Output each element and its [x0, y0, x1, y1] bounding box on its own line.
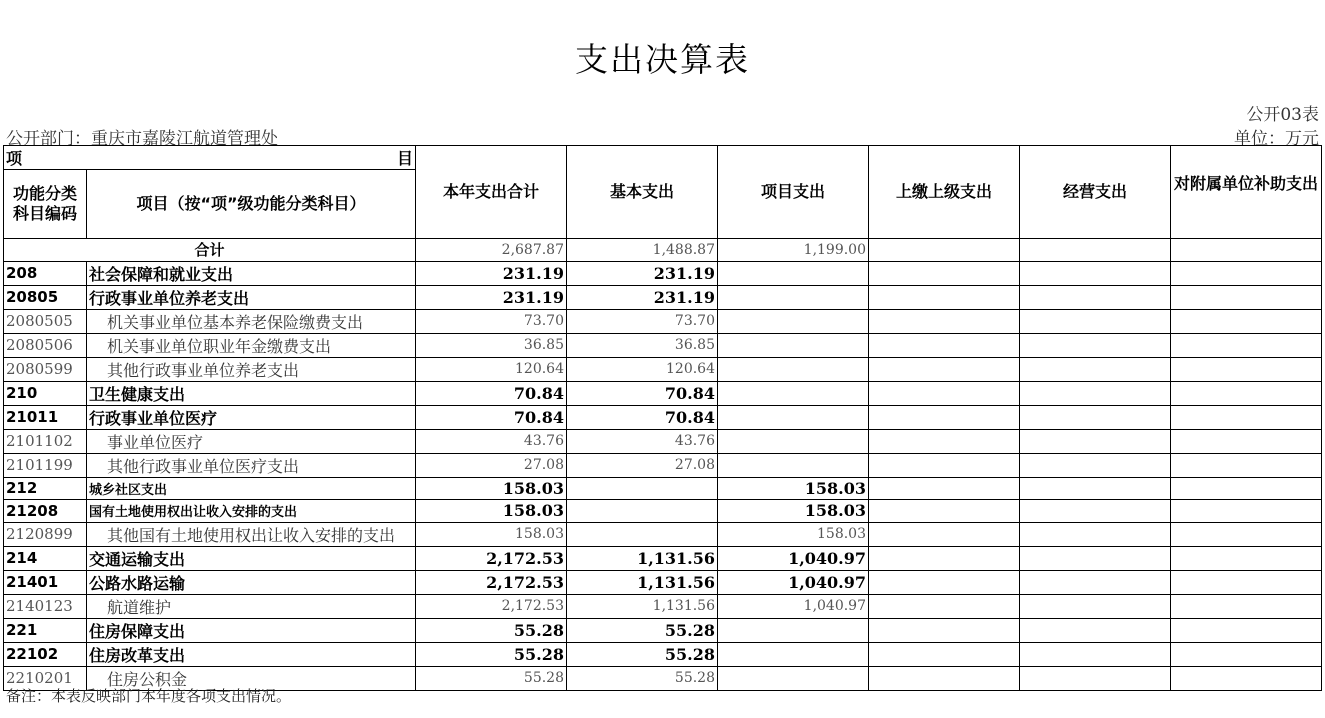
row-upper — [869, 666, 1020, 690]
row-total: 70.84 — [416, 381, 567, 405]
row-basic: 231.19 — [567, 261, 718, 285]
row-total: 36.85 — [416, 333, 567, 357]
row-business — [1020, 594, 1171, 618]
row-basic: 73.70 — [567, 309, 718, 333]
row-total: 231.19 — [416, 285, 567, 309]
row-code: 2101199 — [4, 453, 87, 477]
page-title: 支出决算表 — [575, 40, 750, 79]
row-basic: 55.28 — [567, 642, 718, 666]
table-row — [4, 357, 1322, 381]
row-name: 公路水路运输 — [87, 570, 416, 594]
row-business — [1020, 618, 1171, 642]
table-row — [4, 570, 1322, 594]
row-subsidy — [1171, 309, 1322, 333]
row-code: 2080506 — [4, 333, 87, 357]
table-row — [4, 261, 1322, 285]
row-subsidy — [1171, 405, 1322, 429]
row-upper — [869, 333, 1020, 357]
table-row — [4, 546, 1322, 570]
footnote: 备注：本表反映部门本年度各项支出情况。 — [6, 687, 292, 705]
row-total: 70.84 — [416, 405, 567, 429]
row-project: 158.03 — [718, 500, 869, 523]
row-name: 行政事业单位医疗 — [87, 405, 416, 429]
row-project — [718, 261, 869, 285]
row-business — [1020, 381, 1171, 405]
row-business — [1020, 405, 1171, 429]
row-basic — [567, 522, 718, 546]
row-project: 158.03 — [718, 522, 869, 546]
row-subsidy — [1171, 357, 1322, 381]
row-total: 158.03 — [416, 522, 567, 546]
row-project: 1,040.97 — [718, 570, 869, 594]
total-basic: 1,488.87 — [567, 239, 718, 262]
row-subsidy — [1171, 618, 1322, 642]
row-subsidy — [1171, 333, 1322, 357]
row-code: 2080599 — [4, 357, 87, 381]
row-upper — [869, 357, 1020, 381]
row-name: 社会保障和就业支出 — [87, 261, 416, 285]
row-business — [1020, 477, 1171, 500]
row-project — [718, 453, 869, 477]
table-row — [4, 642, 1322, 666]
header-name: 项目（按“项”级功能分类科目） — [87, 170, 416, 239]
row-name: 机关事业单位基本养老保险缴费支出 — [87, 309, 416, 333]
row-total: 2,172.53 — [416, 594, 567, 618]
row-name: 城乡社区支出 — [87, 477, 416, 500]
table-row — [4, 522, 1322, 546]
row-code: 21401 — [4, 570, 87, 594]
row-basic: 43.76 — [567, 429, 718, 453]
row-subsidy — [1171, 261, 1322, 285]
row-name: 住房公积金 — [87, 666, 416, 690]
row-business — [1020, 546, 1171, 570]
row-total: 55.28 — [416, 642, 567, 666]
row-business — [1020, 500, 1171, 523]
row-name: 机关事业单位职业年金缴费支出 — [87, 333, 416, 357]
row-upper — [869, 429, 1020, 453]
row-name: 航道维护 — [87, 594, 416, 618]
row-subsidy — [1171, 381, 1322, 405]
row-basic — [567, 477, 718, 500]
row-total: 2,172.53 — [416, 570, 567, 594]
table-row — [4, 429, 1322, 453]
total-project: 1,199.00 — [718, 239, 869, 262]
table-row — [4, 453, 1322, 477]
row-name: 其他行政事业单位医疗支出 — [87, 453, 416, 477]
row-total: 73.70 — [416, 309, 567, 333]
row-name: 住房改革支出 — [87, 642, 416, 666]
row-code: 21208 — [4, 500, 87, 523]
row-project — [718, 429, 869, 453]
row-upper — [869, 477, 1020, 500]
row-code: 210 — [4, 381, 87, 405]
row-code: 2101102 — [4, 429, 87, 453]
unit-label: 单位：万元 — [1234, 129, 1319, 149]
row-upper — [869, 261, 1020, 285]
row-business — [1020, 642, 1171, 666]
row-upper — [869, 309, 1020, 333]
header-row-top — [4, 146, 1322, 170]
row-upper — [869, 381, 1020, 405]
header-subsidy: 对附属单位补助支出 — [1171, 146, 1322, 239]
row-project — [718, 405, 869, 429]
table-row — [4, 500, 1322, 523]
row-name: 事业单位医疗 — [87, 429, 416, 453]
row-subsidy — [1171, 666, 1322, 690]
row-basic: 27.08 — [567, 453, 718, 477]
header-basic: 基本支出 — [567, 146, 718, 239]
row-upper — [869, 500, 1020, 523]
row-basic: 36.85 — [567, 333, 718, 357]
row-total: 120.64 — [416, 357, 567, 381]
row-upper — [869, 642, 1020, 666]
table-row — [4, 477, 1322, 500]
header-code: 功能分类科目编码 — [4, 170, 87, 239]
row-business — [1020, 261, 1171, 285]
row-code: 214 — [4, 546, 87, 570]
row-project — [718, 309, 869, 333]
row-code: 2120899 — [4, 522, 87, 546]
total-label: 合计 — [4, 239, 416, 262]
row-subsidy — [1171, 570, 1322, 594]
table-body — [4, 261, 1322, 690]
row-upper — [869, 570, 1020, 594]
row-total: 27.08 — [416, 453, 567, 477]
row-project — [718, 618, 869, 642]
total-row — [4, 239, 1322, 262]
table-row — [4, 405, 1322, 429]
row-name: 住房保障支出 — [87, 618, 416, 642]
row-total: 55.28 — [416, 666, 567, 690]
row-project — [718, 666, 869, 690]
row-subsidy — [1171, 477, 1322, 500]
row-business — [1020, 429, 1171, 453]
header-xiang: 项 — [6, 149, 23, 168]
table-row — [4, 333, 1322, 357]
header-xiang-mu — [4, 146, 416, 170]
row-upper — [869, 522, 1020, 546]
row-name: 交通运输支出 — [87, 546, 416, 570]
header-mu: 目 — [396, 149, 413, 168]
row-project: 1,040.97 — [718, 546, 869, 570]
row-basic: 120.64 — [567, 357, 718, 381]
row-project: 1,040.97 — [718, 594, 869, 618]
table-row — [4, 285, 1322, 309]
row-code: 22102 — [4, 642, 87, 666]
row-name: 卫生健康支出 — [87, 381, 416, 405]
row-code: 2140123 — [4, 594, 87, 618]
row-business — [1020, 570, 1171, 594]
table-row — [4, 594, 1322, 618]
total-business — [1020, 239, 1171, 262]
row-business — [1020, 453, 1171, 477]
row-basic: 231.19 — [567, 285, 718, 309]
header-total: 本年支出合计 — [416, 146, 567, 239]
row-total: 158.03 — [416, 477, 567, 500]
row-basic: 55.28 — [567, 618, 718, 642]
row-total: 55.28 — [416, 618, 567, 642]
row-name: 其他行政事业单位养老支出 — [87, 357, 416, 381]
row-basic: 1,131.56 — [567, 570, 718, 594]
header-business: 经营支出 — [1020, 146, 1171, 239]
row-basic: 1,131.56 — [567, 594, 718, 618]
row-code: 221 — [4, 618, 87, 642]
row-upper — [869, 405, 1020, 429]
row-upper — [869, 618, 1020, 642]
form-number: 公开03表 — [1246, 105, 1319, 125]
row-total: 43.76 — [416, 429, 567, 453]
expenditure-table — [3, 145, 1322, 691]
row-code: 20805 — [4, 285, 87, 309]
row-code: 212 — [4, 477, 87, 500]
row-code: 208 — [4, 261, 87, 285]
table-row — [4, 381, 1322, 405]
table-row — [4, 618, 1322, 642]
row-project: 158.03 — [718, 477, 869, 500]
row-subsidy — [1171, 285, 1322, 309]
header-upper: 上缴上级支出 — [869, 146, 1020, 239]
row-code: 21011 — [4, 405, 87, 429]
row-total: 158.03 — [416, 500, 567, 523]
total-total: 2,687.87 — [416, 239, 567, 262]
row-subsidy — [1171, 594, 1322, 618]
row-business — [1020, 309, 1171, 333]
header-project: 项目支出 — [718, 146, 869, 239]
row-upper — [869, 594, 1020, 618]
department-label: 公开部门：重庆市嘉陵江航道管理处 — [6, 129, 278, 149]
row-subsidy — [1171, 522, 1322, 546]
row-upper — [869, 285, 1020, 309]
row-upper — [869, 546, 1020, 570]
row-code: 2080505 — [4, 309, 87, 333]
row-business — [1020, 357, 1171, 381]
row-subsidy — [1171, 429, 1322, 453]
row-project — [718, 285, 869, 309]
row-name: 其他国有土地使用权出让收入安排的支出 — [87, 522, 416, 546]
row-subsidy — [1171, 642, 1322, 666]
row-total: 231.19 — [416, 261, 567, 285]
row-project — [718, 333, 869, 357]
row-business — [1020, 333, 1171, 357]
row-name: 国有土地使用权出让收入安排的支出 — [87, 500, 416, 523]
row-upper — [869, 453, 1020, 477]
total-upper — [869, 239, 1020, 262]
total-subsidy — [1171, 239, 1322, 262]
row-total: 2,172.53 — [416, 546, 567, 570]
row-basic: 70.84 — [567, 381, 718, 405]
row-business — [1020, 522, 1171, 546]
row-code: 2210201 — [4, 666, 87, 690]
row-business — [1020, 666, 1171, 690]
row-basic: 70.84 — [567, 405, 718, 429]
row-subsidy — [1171, 500, 1322, 523]
row-project — [718, 357, 869, 381]
row-basic: 55.28 — [567, 666, 718, 690]
row-project — [718, 642, 869, 666]
row-name: 行政事业单位养老支出 — [87, 285, 416, 309]
table-row — [4, 309, 1322, 333]
row-business — [1020, 285, 1171, 309]
row-project — [718, 381, 869, 405]
row-basic — [567, 500, 718, 523]
row-subsidy — [1171, 546, 1322, 570]
row-basic: 1,131.56 — [567, 546, 718, 570]
row-subsidy — [1171, 453, 1322, 477]
